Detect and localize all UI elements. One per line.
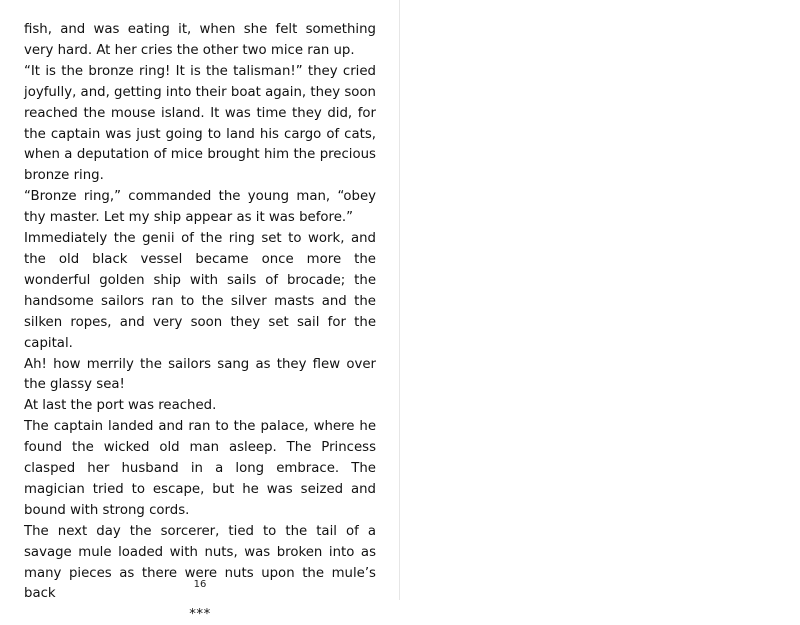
paragraph-8: The next day the sorcerer, tied to the tail of a savage mule loaded with nuts, was broken into as many pieces as there were nuts upon the mule’s back: [24, 523, 376, 602]
left-page: [0, 0, 399, 623]
paragraph-4: Immediately the genii of the ring set to work, and the old black vessel became once more the wonderful golden ship with sails of brocade; the handsome sailors ran to the silver masts and the silken ropes, and very soon they set sail for the capital.: [24, 231, 376, 351]
paragraph-2: “It is the bronze ring! It is the talisman!” they cried joyfully, and, getting into their boat again, they soon reached the mouse island. It was time they did, for the captain was just going to land his cargo of cats, when a deputation of mice brought him the precious bronze ring.: [24, 63, 376, 184]
page-text: [24, 20, 376, 625]
paragraph-7: The captain landed and ran to the palace, where he found the wicked old man asleep. The Princess clasped her husband in a long embrace. The magician tried to escape, but he was seized and bound with strong cords.: [24, 419, 376, 518]
paragraph-3: “Bronze ring,” commanded the young man, “obey thy master. Let my ship appear as it was before.”: [24, 189, 376, 226]
paragraph-6: At last the port was reached.: [24, 398, 217, 414]
page-number: 16: [193, 579, 207, 590]
right-page-blank: [400, 0, 800, 600]
paragraph-1: fish, and was eating it, when she felt something very hard. At her cries the other two mice ran up.: [24, 22, 376, 58]
paragraph-5: Ah! how merrily the sailors sang as they flew over the glassy sea!: [24, 356, 376, 393]
section-separator: ***: [189, 607, 211, 623]
